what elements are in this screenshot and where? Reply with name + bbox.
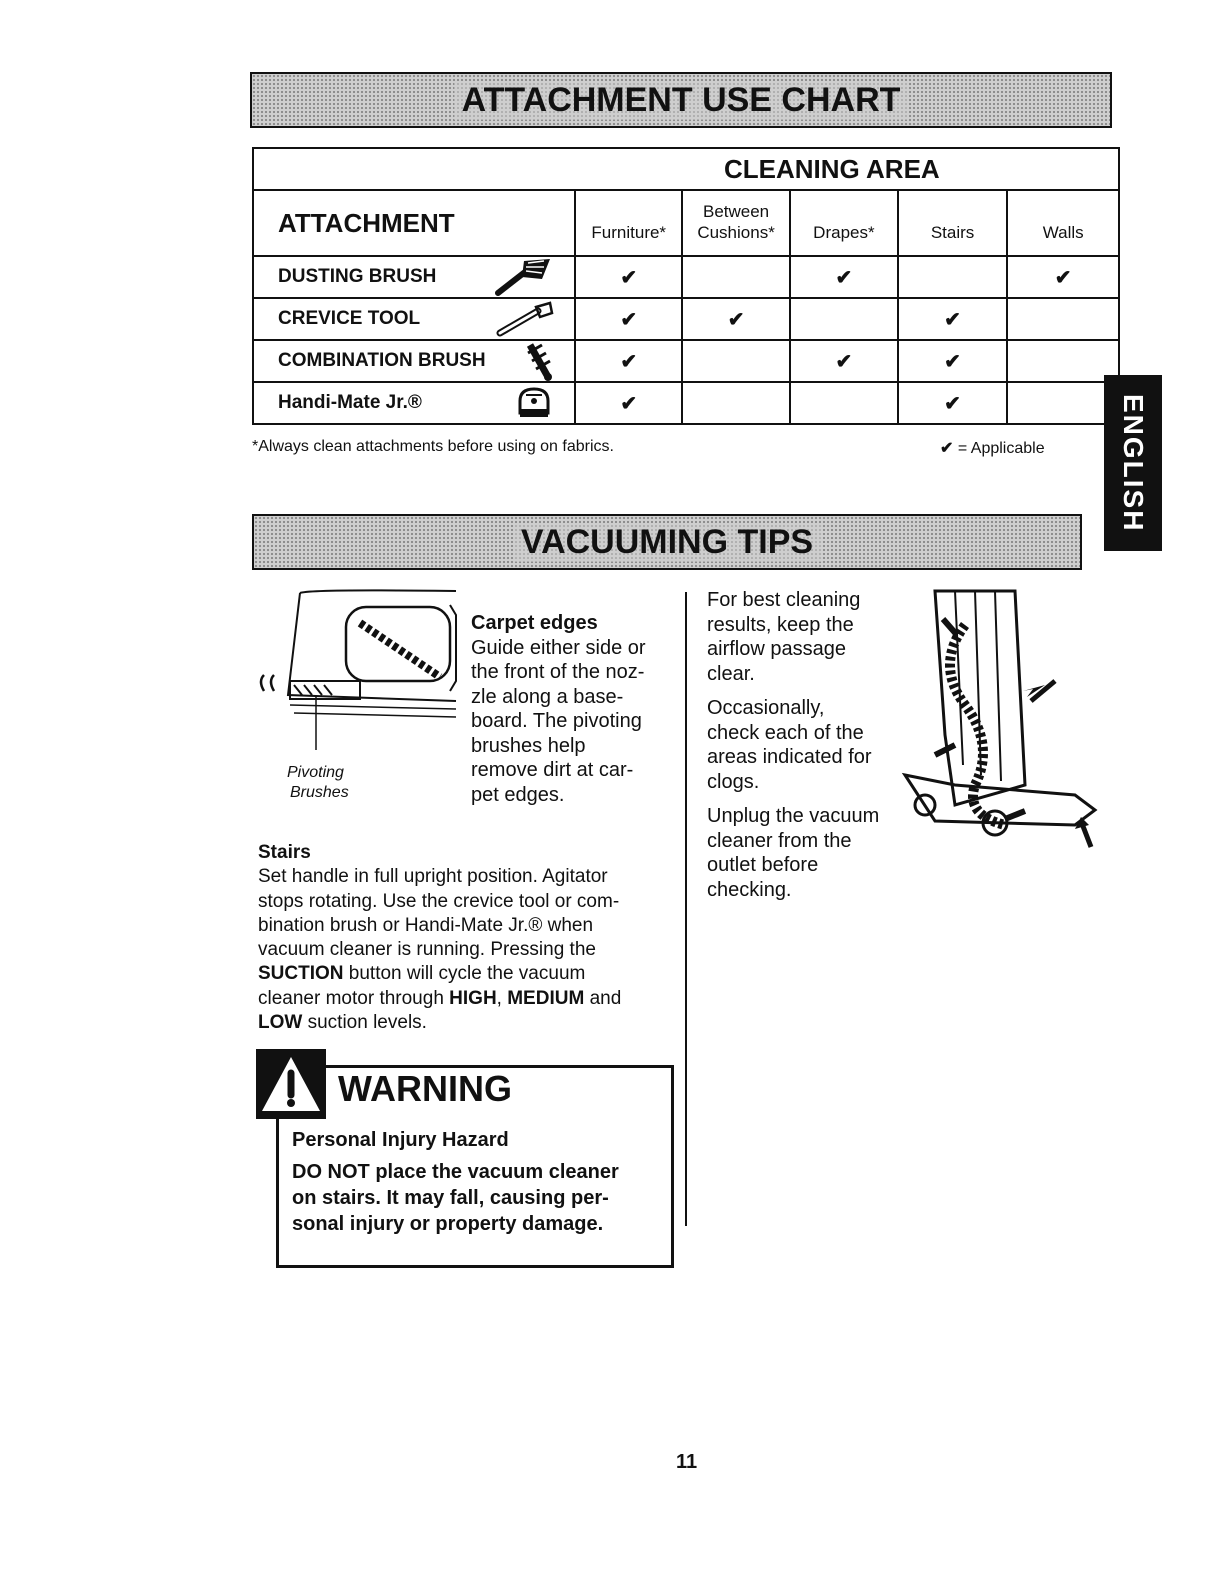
stairs-line: [258, 962, 621, 986]
stairs-line: [258, 1011, 621, 1035]
handi-mate-icon: [512, 383, 556, 423]
chart-footnote: *Always clean attachments before using on fabrics.: [252, 438, 614, 455]
attachment-name: CREVICE TOOL: [278, 308, 421, 329]
high-keyword: HIGH: [449, 987, 497, 1009]
check-cell: ✔: [575, 298, 682, 340]
language-tab: [1104, 375, 1162, 551]
attachment-name: Handi-Mate Jr.®: [278, 392, 422, 413]
warning-line: sonal injury or property damage.: [292, 1213, 604, 1235]
check-cell: [682, 340, 790, 382]
attachment-header: ATTACHMENT: [253, 190, 575, 256]
vacuuming-tips-banner: [252, 514, 1082, 570]
pivot-caption-line: Pivoting: [287, 764, 344, 781]
pivot-caption-line: Brushes: [290, 784, 349, 801]
right-tip-line: clogs.: [707, 770, 760, 793]
carpet-line: zle along a base-: [471, 685, 624, 708]
stairs-line: vacuum cleaner is running. Pressing the: [258, 939, 596, 961]
check-cell: [1007, 298, 1119, 340]
check-cell: [682, 256, 790, 298]
right-tip-line: For best cleaning: [707, 589, 861, 611]
check-cell: ✔: [790, 256, 898, 298]
attachment-use-table: [252, 147, 1120, 425]
cleaning-area-header-row: [253, 148, 1119, 190]
column-header-row: [253, 190, 1119, 256]
vacuum-cleaner-icon: [895, 585, 1115, 855]
column-header: Walls: [1007, 190, 1119, 256]
right-tip-line: Unplug the vacuum: [707, 805, 880, 827]
carpet-line: brushes help: [471, 734, 586, 757]
check-cell: ✔: [682, 298, 790, 340]
check-mark-icon: ✔: [940, 440, 954, 457]
row-label-cell: [253, 382, 575, 424]
column-header: [682, 190, 790, 256]
check-cell: [682, 382, 790, 424]
warning-line: on stairs. It may fall, causing per-: [292, 1187, 609, 1209]
check-cell: [790, 298, 898, 340]
legend: [940, 438, 1045, 458]
column-header-text: Between Cushions*: [697, 202, 775, 242]
right-tip-line: results, keep the: [707, 613, 854, 636]
check-cell: ✔: [575, 382, 682, 424]
pivot-caption: [287, 763, 349, 803]
carpet-edges-title: Carpet edges: [471, 612, 598, 634]
combination-brush-icon: [522, 341, 556, 381]
language-tab-label: ENGLISH: [1118, 393, 1149, 533]
check-cell: [790, 382, 898, 424]
right-tip-line: checking.: [707, 878, 792, 901]
low-keyword: LOW: [258, 1012, 303, 1034]
attachment-name: COMBINATION BRUSH: [278, 350, 486, 371]
column-header: Furniture*: [575, 190, 682, 256]
warning-line: DO NOT place the vacuum cleaner: [292, 1161, 619, 1183]
carpet-line: board. The pivoting: [471, 710, 642, 732]
attachment-name: DUSTING BRUSH: [278, 266, 437, 287]
column-header: Drapes*: [790, 190, 898, 256]
attachment-chart-title: ATTACHMENT USE CHART: [454, 81, 909, 120]
stairs-line: Set handle in full upright position. Agitator: [258, 866, 608, 888]
attachment-chart-banner: [250, 72, 1112, 128]
row-label-cell: [253, 298, 575, 340]
right-tip-line: clear.: [707, 662, 755, 685]
check-cell: [1007, 340, 1119, 382]
nozzle-drawing-icon: [250, 585, 465, 750]
page-number: 11: [676, 1451, 698, 1473]
table-row: [253, 340, 1119, 382]
stairs-text: ,: [496, 987, 508, 1009]
column-divider: [685, 592, 687, 1226]
vacuuming-tips-title: VACUUMING TIPS: [513, 523, 821, 562]
suction-keyword: SUCTION: [258, 963, 344, 985]
crevice-tool-icon: [494, 299, 556, 339]
check-cell: ✔: [898, 340, 1008, 382]
table-row: [253, 256, 1119, 298]
warning-body: [292, 1127, 619, 1237]
check-cell: [1007, 382, 1119, 424]
dusting-brush-icon: [494, 257, 556, 297]
check-cell: ✔: [898, 382, 1008, 424]
right-tip-paragraph: [707, 696, 879, 794]
stairs-line: stops rotating. Use the crevice tool or com-: [258, 890, 620, 912]
pivoting-brush-illustration: [250, 585, 465, 755]
table-row: [253, 382, 1119, 424]
check-cell: ✔: [575, 256, 682, 298]
right-tip-line: cleaner from the: [707, 829, 852, 852]
right-tip-line: check each of the: [707, 721, 864, 744]
stairs-line: bination brush or Handi-Mate Jr.® when: [258, 914, 594, 936]
row-label-cell: [253, 256, 575, 298]
medium-keyword: MEDIUM: [507, 987, 585, 1009]
row-label-cell: [253, 340, 575, 382]
carpet-line: Guide either side or: [471, 636, 646, 659]
legend-text: = Applicable: [957, 440, 1045, 457]
stairs-text: cleaner motor through: [258, 987, 450, 1009]
check-cell: ✔: [575, 340, 682, 382]
right-tip-line: outlet before: [707, 854, 819, 876]
right-tip-paragraph: [707, 804, 879, 902]
stairs-title: Stairs: [258, 842, 311, 863]
column-header: Stairs: [898, 190, 1008, 256]
warning-title: WARNING: [338, 1068, 512, 1109]
stairs-text: and: [584, 987, 622, 1009]
right-tip-paragraph: [707, 588, 879, 686]
stairs-section: [258, 841, 621, 1035]
check-cell: ✔: [898, 298, 1008, 340]
warning-icon: [256, 1049, 326, 1119]
carpet-edges-section: [471, 611, 646, 807]
carpet-line: the front of the noz-: [471, 661, 645, 683]
right-tip-line: airflow passage: [707, 638, 846, 660]
stairs-text: button will cycle the vacuum: [343, 963, 586, 985]
right-tip-line: Occasionally,: [707, 697, 825, 719]
warning-subtitle: Personal Injury Hazard: [292, 1129, 509, 1151]
carpet-line: pet edges.: [471, 783, 565, 806]
upright-vacuum-illustration: [895, 585, 1115, 860]
check-cell: [898, 256, 1008, 298]
cleaning-area-header: CLEANING AREA: [253, 148, 1119, 190]
check-cell: ✔: [1007, 256, 1119, 298]
right-tips-text: [707, 588, 879, 902]
table-row: [253, 298, 1119, 340]
stairs-text: suction levels.: [302, 1012, 427, 1034]
carpet-line: remove dirt at car-: [471, 759, 634, 781]
check-cell: ✔: [790, 340, 898, 382]
stairs-line: [258, 987, 621, 1011]
right-tip-line: areas indicated for: [707, 746, 872, 768]
